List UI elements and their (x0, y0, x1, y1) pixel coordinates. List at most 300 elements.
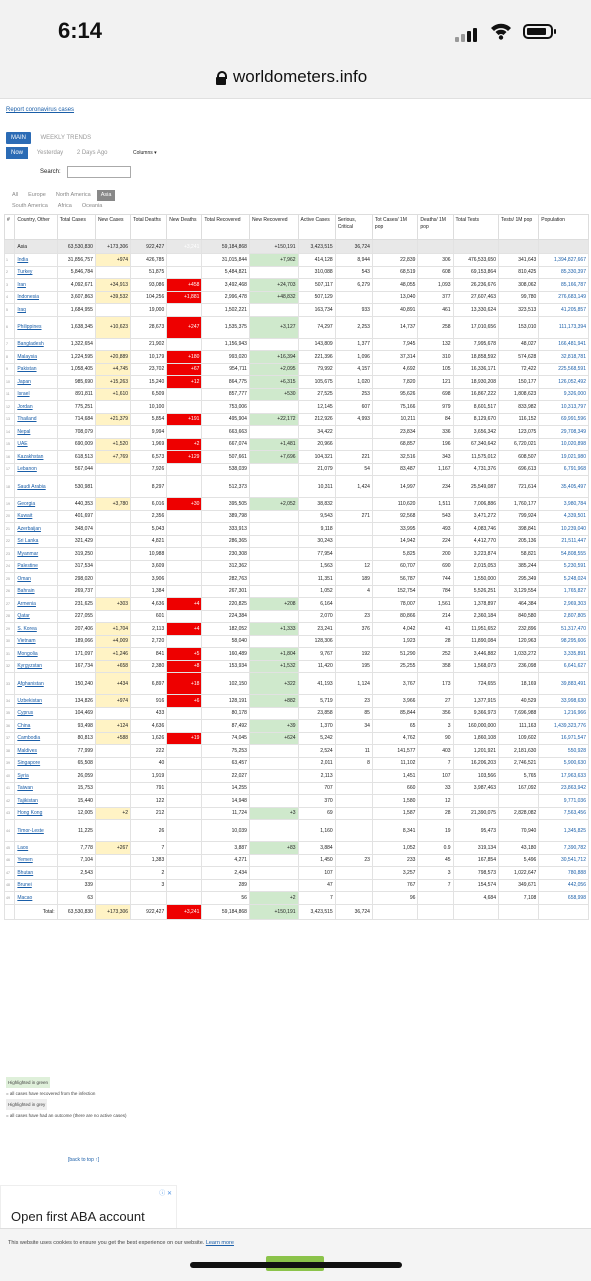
cell: 9,767 (298, 648, 335, 661)
cell: 212,926 (298, 413, 335, 426)
country-link[interactable]: Singapore (15, 757, 57, 770)
country-link[interactable]: Tajikistan (15, 795, 57, 808)
cell: +124 (95, 720, 130, 733)
cell: +24,703 (249, 279, 298, 292)
cell: 258 (418, 316, 453, 338)
cell: 1,502,221 (202, 304, 250, 317)
cell: 607 (335, 401, 372, 414)
cell: 663,663 (202, 426, 250, 439)
country-link[interactable]: Hong Kong (15, 807, 57, 820)
cell: 2,015,053 (453, 560, 498, 573)
cell (499, 795, 539, 808)
population-cell: 51,317,470 (539, 623, 589, 636)
cell: 922,427 (131, 904, 167, 919)
country-link[interactable]: Turkey (15, 266, 57, 279)
row-index: 25 (5, 573, 15, 586)
header-cell[interactable]: New Deaths (167, 215, 202, 240)
cell: 167,854 (453, 854, 498, 867)
population-cell: 658,998 (539, 892, 589, 905)
cell: 153,934 (202, 660, 250, 673)
cell (167, 401, 202, 414)
country-link[interactable]: UAE (15, 438, 57, 451)
day-2-days-ago-button[interactable]: 2 Days Ago (76, 150, 108, 156)
cell: 574,628 (499, 351, 539, 364)
table-row (5, 438, 589, 451)
header-cell[interactable]: Total Tests (453, 215, 498, 240)
cell (167, 585, 202, 598)
row-index: 19 (5, 498, 15, 511)
country-link[interactable]: China (15, 720, 57, 733)
cell: +48,832 (249, 291, 298, 304)
cell: +247 (167, 316, 202, 338)
country-link[interactable]: Yemen (15, 854, 57, 867)
population-cell: 5,900,630 (539, 757, 589, 770)
cell (95, 304, 130, 317)
row-index: 6 (5, 316, 15, 338)
cell: 22,839 (372, 254, 417, 267)
cell: +191 (167, 413, 202, 426)
cell: 31,015,844 (202, 254, 250, 267)
cell: 63,530,830 (57, 240, 95, 254)
cell: 1,511 (418, 498, 453, 511)
population-cell: 85,330,397 (539, 266, 589, 279)
report-cases-link[interactable]: Report coronavirus cases (6, 107, 75, 113)
cell: 7,995,678 (453, 338, 498, 351)
table-row (5, 854, 589, 867)
cell: 11,351 (298, 573, 335, 586)
cell: 143,809 (298, 338, 335, 351)
cell: +21,379 (95, 413, 130, 426)
day-now-button[interactable]: Now (6, 147, 28, 159)
population-cell: 780,888 (539, 867, 589, 880)
cell: 8,341 (372, 820, 417, 842)
country-link[interactable]: Timor-Leste (15, 820, 57, 842)
cell: 698 (418, 388, 453, 401)
population-cell: 9,326,000 (539, 388, 589, 401)
cell: 221 (335, 451, 372, 464)
cell: 231,625 (57, 598, 95, 611)
cell (95, 757, 130, 770)
ad-banner[interactable] (0, 1185, 177, 1229)
cell: 707 (298, 782, 335, 795)
cell: 163,734 (298, 304, 335, 317)
learn-more-link[interactable]: Learn more (205, 1240, 234, 1246)
row-index: 48 (5, 879, 15, 892)
table-row (5, 451, 589, 464)
cell: 72,422 (499, 363, 539, 376)
cell (249, 304, 298, 317)
country-link[interactable]: Sri Lanka (15, 535, 57, 548)
url-text[interactable]: worldometers.info (233, 67, 368, 86)
country-link[interactable]: S. Korea (15, 623, 57, 636)
region-south-america[interactable]: South America (12, 203, 48, 209)
cell (167, 510, 202, 523)
cell: 7,104 (57, 854, 95, 867)
back-to-top-link[interactable]: [back to top ↑] (68, 1157, 100, 1163)
population-cell: 1,439,323,776 (539, 720, 589, 733)
cell (249, 510, 298, 523)
cell: 1,561 (418, 598, 453, 611)
country-link[interactable]: India (15, 254, 57, 267)
cell: 6,016 (131, 498, 167, 511)
cell: 20,966 (298, 438, 335, 451)
country-link[interactable]: Saudi Arabia (15, 476, 57, 498)
country-link[interactable]: Macao (15, 892, 57, 905)
country-link[interactable]: Iran (15, 279, 57, 292)
columns-dropdown[interactable]: Columns ▾ (133, 150, 157, 156)
country-link[interactable]: Lebanon (15, 463, 57, 476)
header-cell[interactable]: Tests/ 1M pop (499, 215, 539, 240)
cell: 1,096 (335, 351, 372, 364)
cell: 9,366,973 (453, 707, 498, 720)
cell: 310,088 (298, 266, 335, 279)
cell: 461 (418, 304, 453, 317)
cell: 11,420 (298, 660, 335, 673)
cell: +3,780 (95, 498, 130, 511)
population-cell: 7,390,782 (539, 842, 589, 855)
country-link[interactable]: Taiwan (15, 782, 57, 795)
ad-choices-icon[interactable]: ⓘ ✕ (159, 1191, 172, 1197)
cell: +173,306 (95, 240, 130, 254)
cell: +39 (249, 720, 298, 733)
cell: 27 (418, 695, 453, 708)
cell: 77,999 (57, 745, 95, 758)
population-cell: 33,998,630 (539, 695, 589, 708)
cell (418, 892, 453, 905)
cell: 40,529 (499, 695, 539, 708)
population-cell: 442,056 (539, 879, 589, 892)
table-row (5, 498, 589, 511)
cell (95, 266, 130, 279)
header-cell[interactable]: Deaths/ 1M pop (418, 215, 453, 240)
cell: 104,321 (298, 451, 335, 464)
cell: 3,223,874 (453, 548, 498, 561)
country-link[interactable]: Armenia (15, 598, 57, 611)
cell: 36,724 (335, 904, 372, 919)
tab-main[interactable]: MAIN (6, 132, 31, 144)
cell: 1,124 (335, 673, 372, 695)
cell: 538,039 (202, 463, 250, 476)
cell: 26 (131, 820, 167, 842)
country-link[interactable]: Afghanistan (15, 673, 57, 695)
cookie-message (8, 1240, 234, 1246)
cell (249, 707, 298, 720)
table-row (5, 266, 589, 279)
cell: 12,145 (298, 401, 335, 414)
country-link[interactable]: Thailand (15, 413, 57, 426)
cell: 2,746,521 (499, 757, 539, 770)
cell (167, 807, 202, 820)
table-row (5, 745, 589, 758)
cell (95, 523, 130, 536)
cell: +30 (167, 498, 202, 511)
tab-weekly-trends[interactable]: WEEKLY TRENDS (40, 135, 92, 141)
cell: 2,113 (298, 770, 335, 783)
country-link[interactable]: Georgia (15, 498, 57, 511)
row-index: 23 (5, 548, 15, 561)
country-link[interactable]: Cambodia (15, 732, 57, 745)
cell: 25,255 (372, 660, 417, 673)
cell: 810,425 (499, 266, 539, 279)
cell: 70,940 (499, 820, 539, 842)
table-row (5, 720, 589, 733)
cell: 12 (418, 795, 453, 808)
cell: 341,643 (499, 254, 539, 267)
day-yesterday-button[interactable]: Yesterday (36, 150, 64, 156)
row-index (5, 904, 15, 919)
cell: 10,988 (131, 548, 167, 561)
cellular-signal-icon (455, 24, 485, 42)
cell: 58,040 (202, 635, 250, 648)
country-link[interactable]: Malaysia (15, 351, 57, 364)
country-link[interactable]: Palestine (15, 560, 57, 573)
cell: 21,902 (131, 338, 167, 351)
table-row (5, 426, 589, 439)
cell (499, 904, 539, 919)
country-link[interactable]: Mongolia (15, 648, 57, 661)
country-link[interactable]: Kazakhstan (15, 451, 57, 464)
table-row (5, 291, 589, 304)
country-link[interactable]: Cyprus (15, 707, 57, 720)
population-cell: 54,808,555 (539, 548, 589, 561)
region-africa[interactable]: Africa (57, 203, 72, 209)
cell: 7,926 (131, 463, 167, 476)
search-input[interactable] (67, 166, 131, 178)
cell: 1,626 (131, 732, 167, 745)
table-row (5, 388, 589, 401)
row-index: 8 (5, 351, 15, 364)
cell: 1,760,177 (499, 498, 539, 511)
cell: +39,532 (95, 291, 130, 304)
cell: 2,380 (131, 660, 167, 673)
table-row (5, 585, 589, 598)
cell (95, 463, 130, 476)
cell: 660 (372, 782, 417, 795)
cell: 3,887 (202, 842, 250, 855)
region-all[interactable]: All (12, 192, 19, 198)
ad-text[interactable]: Open first ABA account (11, 1209, 145, 1224)
cell: 398,841 (499, 523, 539, 536)
row-index: 49 (5, 892, 15, 905)
table-row (5, 363, 589, 376)
population-cell: 21,511,447 (539, 535, 589, 548)
row-index: 35 (5, 707, 15, 720)
cell: 37,314 (372, 351, 417, 364)
cell: 306 (418, 254, 453, 267)
cell: 321,429 (57, 535, 95, 548)
cell: 7 (418, 879, 453, 892)
cell: 75,253 (202, 745, 250, 758)
population-cell: 16,971,547 (539, 732, 589, 745)
country-link[interactable]: Vietnam (15, 635, 57, 648)
country-link[interactable]: Laos (15, 842, 57, 855)
country-link[interactable]: Syria (15, 770, 57, 783)
cell: 0.9 (418, 842, 453, 855)
cell: 4,271 (202, 854, 250, 867)
cell: 116,152 (499, 413, 539, 426)
cell (249, 782, 298, 795)
cell: 3,423,515 (298, 904, 335, 919)
header-cell[interactable]: Active Cases (298, 215, 335, 240)
cell: 667,074 (202, 438, 250, 451)
cell: 222 (131, 745, 167, 758)
row-index: 46 (5, 854, 15, 867)
cell: 41,193 (298, 673, 335, 695)
country-link[interactable]: Brunei (15, 879, 57, 892)
cell: 48,055 (372, 279, 417, 292)
population-cell: 6,791,968 (539, 463, 589, 476)
country-link[interactable]: Iraq (15, 304, 57, 317)
cell: +1,804 (249, 648, 298, 661)
cell: 59,184,868 (202, 240, 250, 254)
country-link[interactable]: Uzbekistan (15, 695, 57, 708)
cell (95, 892, 130, 905)
row-index: 5 (5, 304, 15, 317)
cell (249, 476, 298, 498)
country-link[interactable]: Jordan (15, 401, 57, 414)
cell: 99,780 (499, 291, 539, 304)
cell: +434 (95, 673, 130, 695)
cell: 11,951,652 (453, 623, 498, 636)
cell: 14,737 (372, 316, 417, 338)
cell: 3,966 (372, 695, 417, 708)
cell: 48,027 (499, 338, 539, 351)
cell: 234 (418, 476, 453, 498)
country-link[interactable]: Japan (15, 376, 57, 389)
cell (95, 573, 130, 586)
row-index: 20 (5, 510, 15, 523)
country-link[interactable]: Azerbaijan (15, 523, 57, 536)
cell: 83,487 (372, 463, 417, 476)
wifi-icon (490, 22, 512, 40)
header-cell[interactable]: Serious, Critical (335, 215, 372, 240)
row-index: 29 (5, 623, 15, 636)
cell: 7,006,886 (453, 498, 498, 511)
country-link[interactable]: Philippines (15, 316, 57, 338)
country-link[interactable]: Nepal (15, 426, 57, 439)
cell: 3,446,882 (453, 648, 498, 661)
cell: 833,982 (499, 401, 539, 414)
cell: 289 (202, 879, 250, 892)
cell (95, 795, 130, 808)
header-cell[interactable]: Total Cases (57, 215, 95, 240)
country-link[interactable]: Kyrgyzstan (15, 660, 57, 673)
country-link[interactable]: Kuwait (15, 510, 57, 523)
legend-green-desc: = all cases have recovered from the infection (6, 1091, 96, 1096)
region-north-america[interactable]: North America (55, 192, 91, 198)
cell: +974 (95, 695, 130, 708)
cell: 85 (335, 707, 372, 720)
cell (167, 388, 202, 401)
cell: 93,086 (131, 279, 167, 292)
cell: +6 (167, 695, 202, 708)
country-link[interactable]: Pakistan (15, 363, 57, 376)
cell: 123,075 (499, 426, 539, 439)
cell: 16,867,222 (453, 388, 498, 401)
header-cell[interactable]: New Recovered (249, 215, 298, 240)
cell (95, 510, 130, 523)
region-europe[interactable]: Europe (28, 192, 46, 198)
population-cell: 10,239,040 (539, 523, 589, 536)
cell: 5,765 (499, 770, 539, 783)
region-oceania[interactable]: Oceania (81, 203, 103, 209)
cell: 323,513 (499, 304, 539, 317)
population-cell: 29,708,349 (539, 426, 589, 439)
cell: 16,206,203 (453, 757, 498, 770)
home-indicator[interactable] (190, 1262, 402, 1268)
cell (167, 720, 202, 733)
header-cell[interactable]: Country, Other (15, 215, 57, 240)
country-link[interactable]: Israel (15, 388, 57, 401)
cell (418, 904, 453, 919)
cell: 1,450 (298, 854, 335, 867)
cell: 377 (418, 291, 453, 304)
cell: 69 (298, 807, 335, 820)
cell: 34 (335, 720, 372, 733)
cell: +1,532 (249, 660, 298, 673)
cell (249, 585, 298, 598)
table-row (5, 867, 589, 880)
region-asia[interactable]: Asia (97, 190, 116, 201)
header-cell[interactable]: Population (539, 215, 589, 240)
header-cell[interactable]: New Cases (95, 215, 130, 240)
header-cell[interactable]: Tot Cases/ 1M pop (372, 215, 417, 240)
cell (453, 240, 498, 254)
row-index (5, 240, 15, 254)
country-link[interactable]: Bangladesh (15, 338, 57, 351)
cell (95, 745, 130, 758)
country-link[interactable]: Qatar (15, 610, 57, 623)
cell: 105 (418, 363, 453, 376)
address-bar[interactable] (0, 60, 591, 99)
cell: 1,093 (418, 279, 453, 292)
country-link[interactable]: Myanmar (15, 548, 57, 561)
cell: 5,526,251 (453, 585, 498, 598)
cell (167, 757, 202, 770)
cell: 3,906 (131, 573, 167, 586)
cell: 18,930,208 (453, 376, 498, 389)
country-link[interactable]: Bhutan (15, 867, 57, 880)
cell: 1,033,272 (499, 648, 539, 661)
cell: 333,913 (202, 523, 250, 536)
row-index: 15 (5, 438, 15, 451)
cell (335, 892, 372, 905)
cell: 3,987,463 (453, 782, 498, 795)
cell: 111,163 (499, 720, 539, 733)
cell (95, 610, 130, 623)
country-link[interactable]: Oman (15, 573, 57, 586)
cell: 567,044 (57, 463, 95, 476)
cell: 1,580 (372, 795, 417, 808)
table-row (5, 338, 589, 351)
header-cell[interactable]: # (5, 215, 15, 240)
country-link[interactable]: Bahrain (15, 585, 57, 598)
cell (249, 610, 298, 623)
cell: +22,172 (249, 413, 298, 426)
cell (167, 304, 202, 317)
cell (499, 240, 539, 254)
country-link[interactable]: Maldives (15, 745, 57, 758)
country-link[interactable]: Indonesia (15, 291, 57, 304)
table-row (5, 820, 589, 842)
table-row (5, 316, 589, 338)
cell: 87,492 (202, 720, 250, 733)
header-cell[interactable]: Total Deaths (131, 215, 167, 240)
cell (249, 820, 298, 842)
cell (249, 635, 298, 648)
header-cell[interactable]: Total Recovered (202, 215, 250, 240)
cell: 95,626 (372, 388, 417, 401)
